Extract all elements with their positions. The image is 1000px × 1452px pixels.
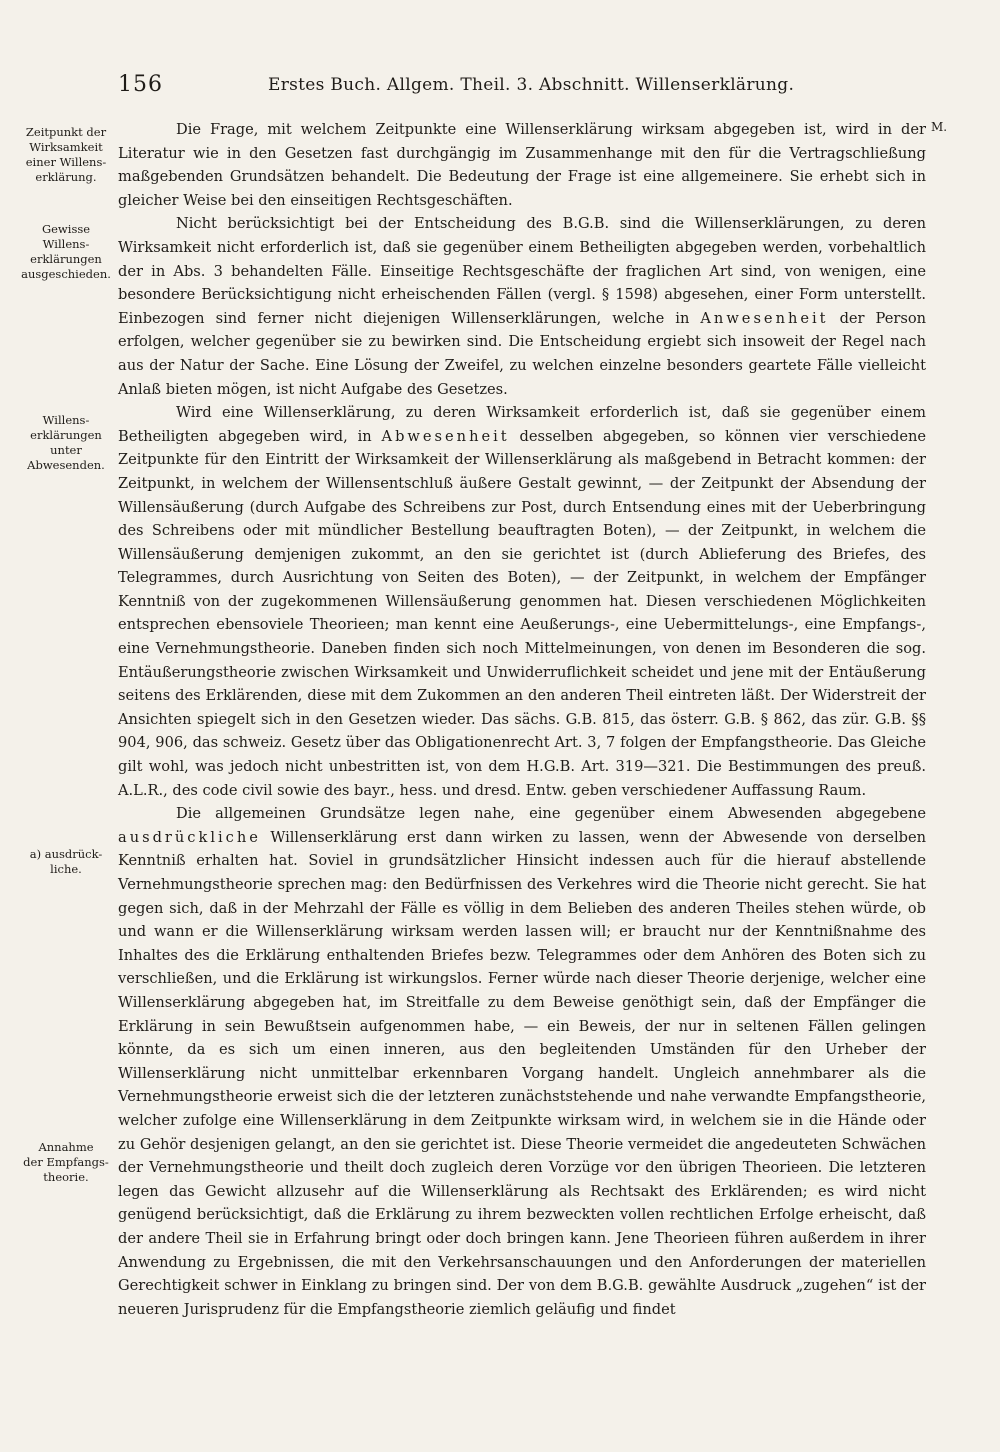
margin-note-empfangstheorie: Annahme der Empfangs- theorie. xyxy=(23,1140,109,1184)
margin-note-zeitpunkt: Zeitpunkt der Wirksamkeit einer Willens- erklärung. xyxy=(25,125,107,184)
page-header xyxy=(118,72,918,102)
margin-note-ausdrueckliche: a) ausdrück- liche. xyxy=(29,847,103,876)
paragraph-text: Wird eine Willenserklärung, zu deren Wirksamkeit erforderlich ist, daß sie gegenüber einem Betheiligten abgegeben wird, in xyxy=(118,404,926,445)
paragraph xyxy=(118,118,926,212)
paragraph-text: der Person erfolgen, welcher gegenüber sie zu bewirken sind. Die Entscheidung ergiebt sich insoweit der Regel nach aus der Natur der Sache. Eine Lösung der Zweifel, zu welchen einzelne besonders geartete Fälle vielleicht Anlaß bieten mögen, ist nicht Aufgabe des Gesetzes. xyxy=(118,309,926,398)
emphasis-spaced: Anwesenheit xyxy=(700,309,829,327)
margin-note-ausgeschieden: Gewisse Willens- erklärungen ausgeschieden. xyxy=(21,222,111,281)
margin-note-abwesende: Willens- erklärungen unter Abwesenden. xyxy=(27,413,105,472)
paragraph-text: Die Frage, mit welchem Zeitpunkte eine Willenserklärung wirksam abgegeben ist, wird in der Literatur wie in den Gesetzen fast durchgängig im Zusammenhange mit den für die Vertragschließung maßgebenden Grundsätzen behandelt. Die Bedeutung der Frage ist eine allgemeinere. Sie erhebt sich in gleicher Weise bei den einseitigen Rechtsgeschäften. xyxy=(118,121,926,209)
paragraph-text: Nicht berücksichtigt bei der Entscheidung des B.G.B. sind die Willenserklärungen, zu deren Wirksamkeit nicht erforderlich ist, daß sie gegenüber einem Betheiligten abgegeben werden, vorbehaltlich der in Abs. 3 behandelten Fälle. Einseitige Rechtsgeschäfte der fraglichen Art sind, von wenigen, eine besondere Berücksichtigung nicht erheischenden Fällen (vergl. § 1598) abgesehen, einer Form unterstellt. Einbezogen sind ferner nicht diejenigen Willenserklärungen, welche in xyxy=(118,215,926,327)
paragraph xyxy=(118,401,926,802)
paragraph-text: desselben abgegeben, so können vier verschiedene Zeitpunkte für den Eintritt der Wirksamkeit der Willenserklärung als maßgebend in Betracht kommen: der Zeitpunkt, in welchem der Willensentschluß äußere Gestalt gewinnt, — der Zeitpunkt der Absendung der Willensäußerung (durch Aufgabe des Schreibens zur Post, durch Entsendung eines mit der Ueberbringung des Schreibens oder mit mündlicher Bestellung beauftragten Boten), — der Zeitpunkt, in welchem die Willensäußerung demjenigen zukommt, an den sie gerichtet ist (durch Ablieferung des Briefes, des Telegrammes, durch Ausrichtung von Seiten des Boten), — der Zeitpunkt, in welchem der Empfänger Kenntniß von der zugekommenen Willensäußerung genommen hat. Diesen verschiedenen Möglichkeiten entsprechen ebensoviele Theorieen; man kennt eine Aeußerungs-, eine Uebermittelungs-, eine Empfangs-, eine Vernehmungstheorie. Daneben finden sich noch Mittelmeinungen, von denen im Besonderen die sog. Entäußerungstheorie zwischen Wirksamkeit und Unwiderruflichkeit scheidet und jene mit der Entäußerung seitens des Erklärenden, diese mit dem Zukommen an den anderen Theil eintreten läßt. Der Widerstreit der Ansichten spiegelt sich in den Gesetzen wieder. Das sächs. G.B. 815, das österr. G.B. § 862, das zür. G.B. §§ 904, 906, das schweiz. Gesetz über das Obligationenrecht Art. 3, 7 folgen der Empfangstheorie. Das Gleiche gilt wohl, was jedoch nicht unbestritten ist, von dem H.G.B. Art. 319—321. Die Bestimmungen des preuß. A.L.R., des code civil sowie des bayr., hess. und dresd. Entw. geben verschiedener Auffassung Raum. xyxy=(118,427,926,799)
paragraph xyxy=(118,802,926,1321)
body-text xyxy=(118,118,926,1321)
paragraph xyxy=(118,212,926,401)
page-number: 156 xyxy=(118,72,163,97)
paragraph-text: Die allgemeinen Grundsätze legen nahe, eine gegenüber einem Abwesenden abgegebene xyxy=(176,805,926,823)
paragraph-text: Willenserklärung erst dann wirken zu lassen, wenn der Abwesende von derselben Kenntniß erhalten hat. Soviel in grundsätzlicher Hinsicht indessen auch für die hierauf abstellende Vernehmungstheorie sprechen mag: den Bedürfnissen des Verkehres wird die Theorie nicht gerecht. Sie hat gegen sich, daß in der Mehrzahl der Fälle es völlig in dem Belieben des anderen Theiles stehen würde, ob und wann er die Willenserklärung wirksam werden lassen will; er braucht nur der Kenntnißnahme des Inhaltes des die Erklärung enthaltenden Briefes bezw. Telegrammes oder dem Anhören des Boten sich zu verschließen, und die Erklärung ist wirkungslos. Ferner würde nach dieser Theorie derjenige, welcher eine Willenserklärung abgegeben hat, im Streitfalle zu dem Beweise genöthigt sein, daß der Empfänger die Erklärung in sein Bewußtsein aufgenommen habe, — ein Beweis, der nur in seltenen Fällen gelingen könnte, da es sich um einen inneren, aus den begleitenden Umständen für den Urheber der Willenserklärung nicht unmittelbar erkennbaren Vorgang handelt. Ungleich annehmbarer als die Vernehmungstheorie erweist sich die der letzteren zunächststehende und nahe verwandte Empfangstheorie, welcher zufolge eine Willenserklärung in dem Zeitpunkte wirksam wird, in welchem sie in die Hände oder zu Gehör desjenigen gelangt, an den sie gerichtet ist. Diese Theorie vermeidet die angedeuteten Schwächen der Vernehmungstheorie und theilt doch zugleich deren Vorzüge vor den übrigen Theorieen. Die letzteren legen das Gewicht allzusehr auf die Willenserklärung als Rechtsakt des Erklärenden; es wird nicht genügend berücksichtigt, daß die Erklärung zu ihrem bezweckten vollen rechtlichen Erfolge erheischt, daß der andere Theil sie in Erfahrung bringt oder doch bringen kann. Jene Theorieen führen außerdem in ihrer Anwendung zu Ergebnissen, die mit den Verkehrsanschauungen und den Anforderungen der materiellen Gerechtigkeit schwer in Einklang zu bringen sind. Der von dem B.G.B. gewählte Ausdruck „zugehen“ ist der neueren Jurisprudenz für die Empfangstheorie ziemlich geläufig und findet xyxy=(118,828,926,1318)
running-title: Erstes Buch. Allgem. Theil. 3. Abschnitt. Willenserklärung. xyxy=(268,75,795,95)
marginal-mark: M. xyxy=(931,120,948,134)
emphasis-spaced: ausdrückliche xyxy=(118,828,261,846)
emphasis-spaced: Abwesenheit xyxy=(381,427,510,445)
